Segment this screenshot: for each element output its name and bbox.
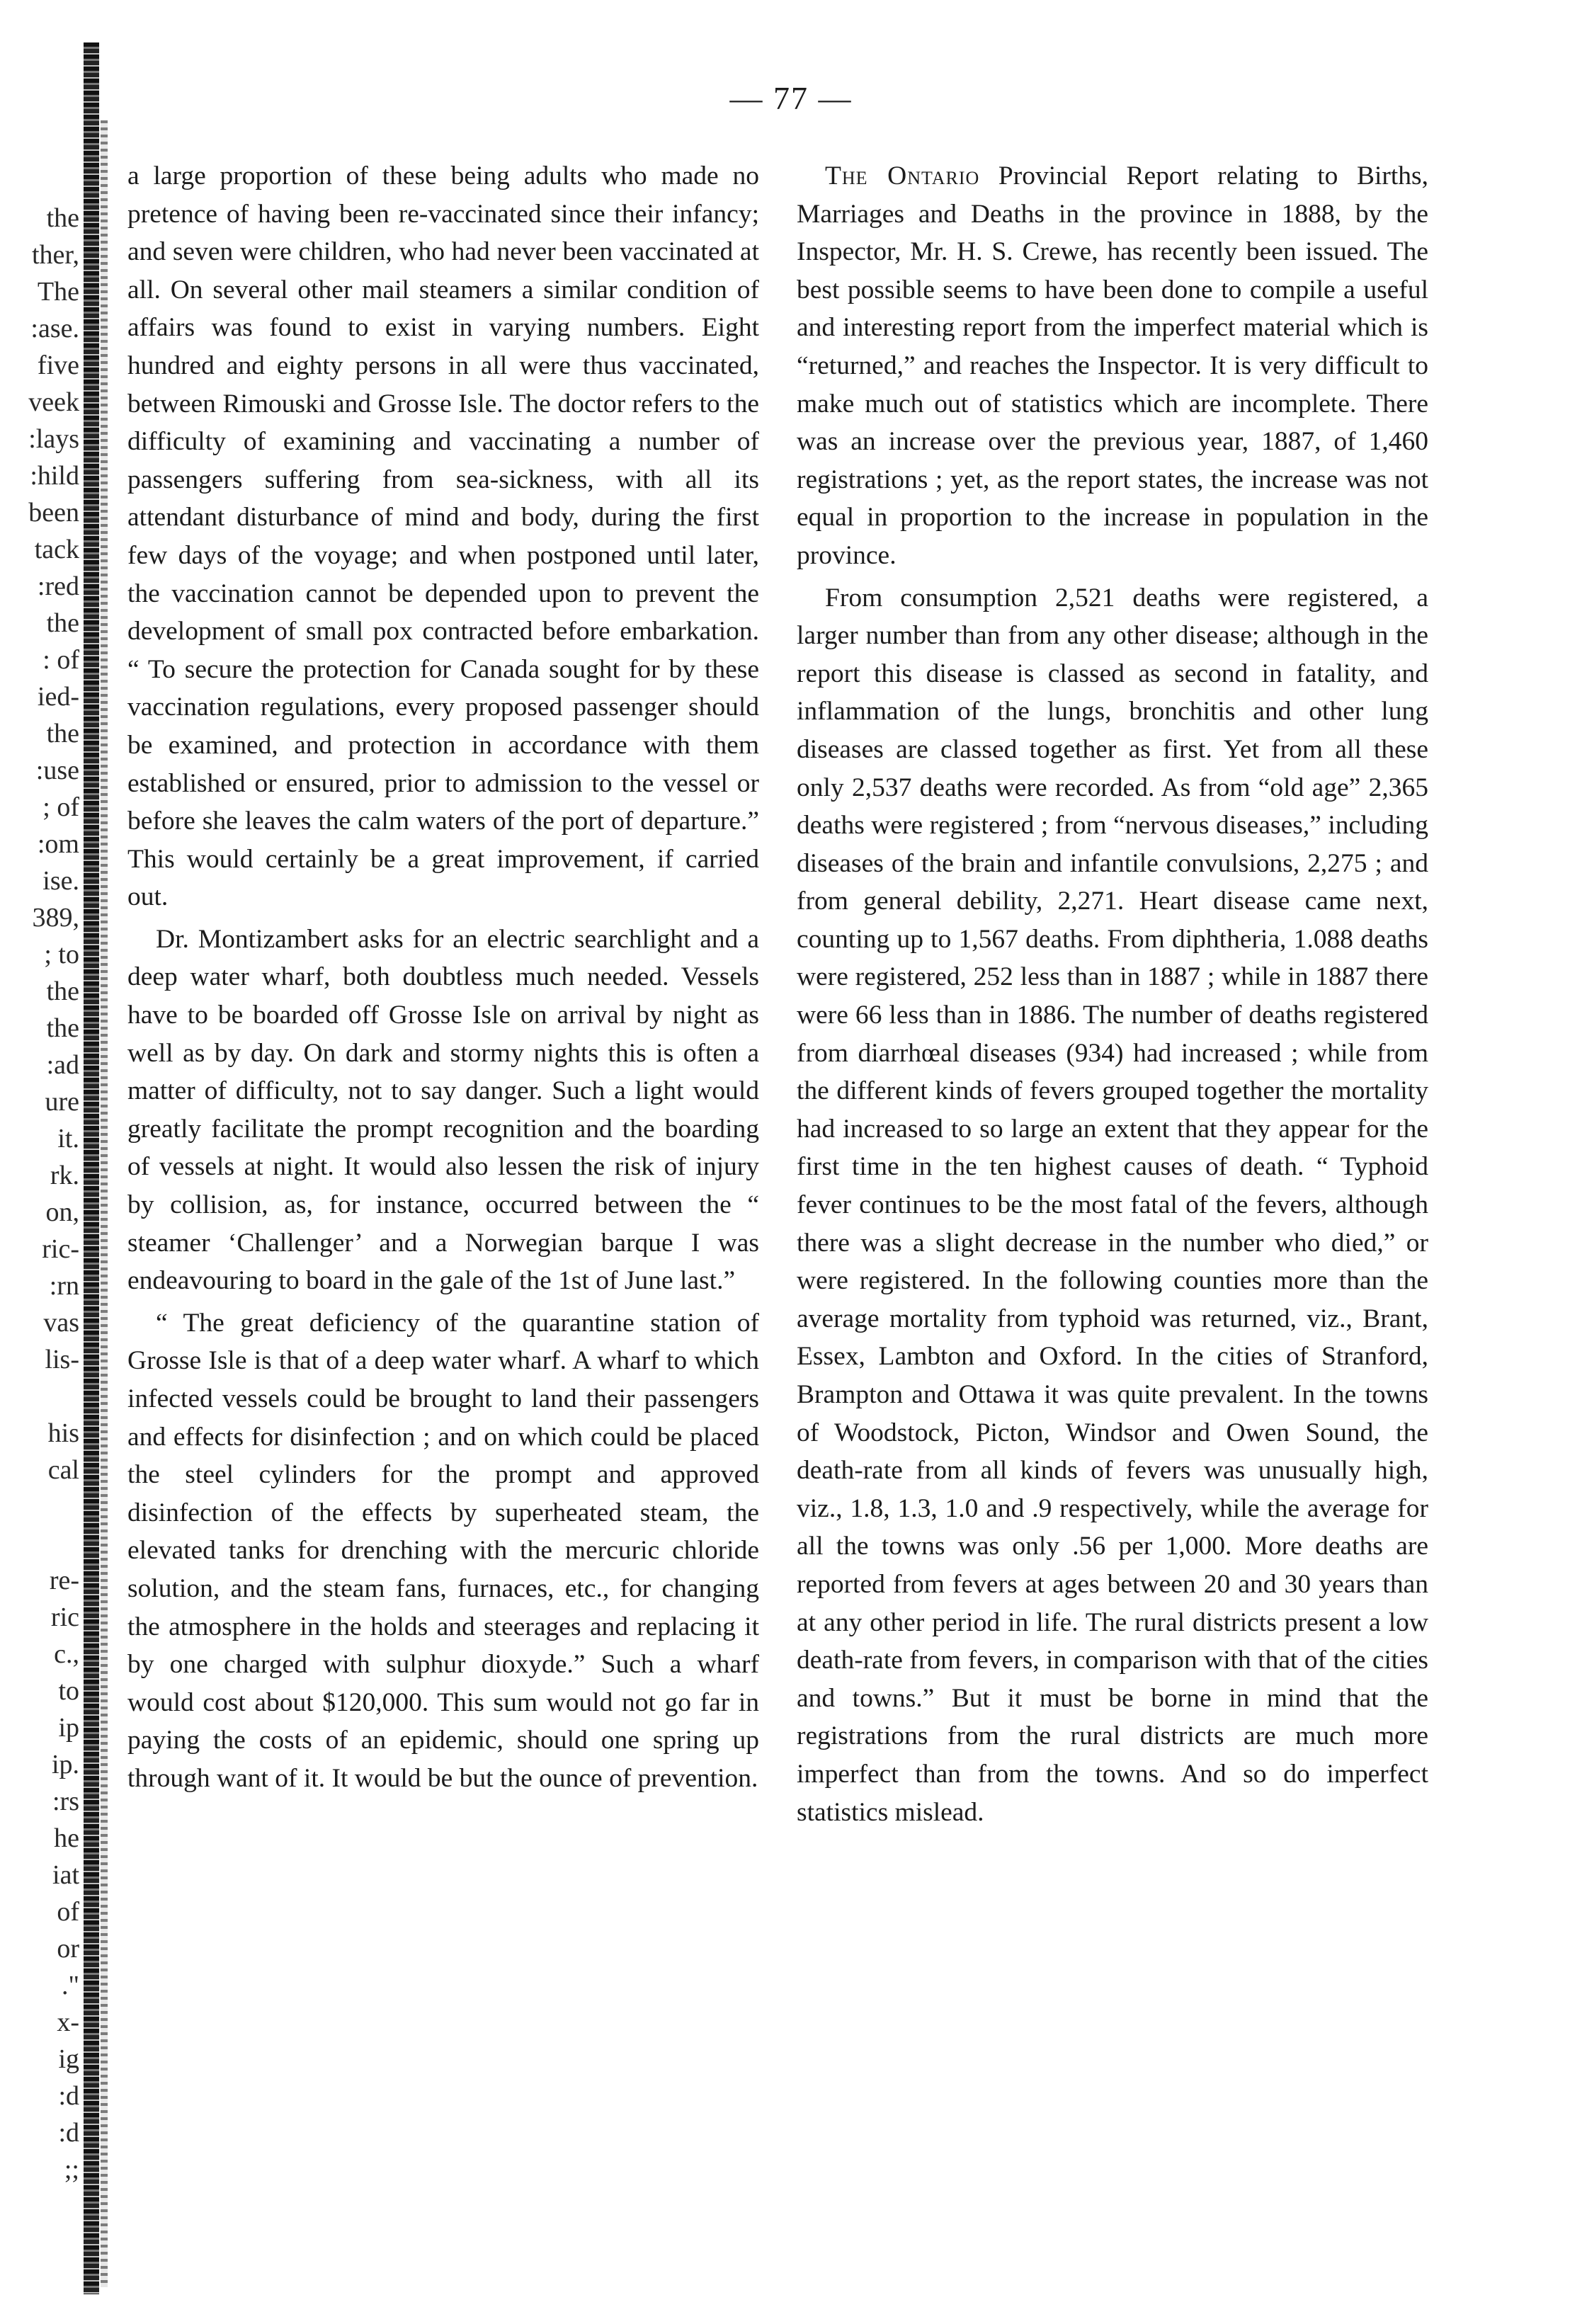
previous-page-fragments: the ther, The :ase. five veek :lays :hild been tack :red the : of ied- the :use ; of :om ise. 389, ; to the the :ad ure it. rk. on, ric- :rn vas lis- his cal re- ric c., to ip ip. :rs he iat of or ." x- ig :d :d ;;: [28, 203, 79, 2185]
page-number: — 77 —: [729, 80, 853, 116]
left-paragraph-1: a large proportion of these being adults who made no pretence of having been re-vaccinated since their infancy; and seven were children, who had never been vaccinated at all. On several other mail steamers a similar condition of affairs was found to exist in varying numbers. Eight hundred and eighty persons in all were thus vaccinated, between Rimouski and Grosse Isle. The doctor refers to the difficulty of examining and vaccinating a number of passengers suffering from sea-sickness, with all its attendant disturbance of mind and body, during the first few days of the voyage; and when postponed until later, the vaccination cannot be depended upon to prevent the development of small pox contracted before embarkation. “ To secure the protection for Canada sought for by these vaccination regulations, every proposed passenger should be examined, and protection in accordance with them established or ensured, prior to admission to the vessel or before she leaves the calm waters of the port of departure.” This would certainly be a great improvement, if carried out.: [127, 161, 759, 912]
right-paragraph-1-text: Provincial Report relating to Births, Marriages and Deaths in the province in 1888, by the Inspector, Mr. H. S. Crewe, has recently been issued. The best possible seems to have been done to compile a useful and interesting report from the imperfect material which is “returned,” and reaches the Inspector. It is very difficult to make much out of statistics which are incomplete. There was an increase over the previous year, 1887, of 1,460 registrations ; yet, as the report states, the increase was not equal in proportion to the increase in population in the province.: [797, 161, 1428, 570]
right-column: [797, 157, 1428, 1831]
right-paragraph-1: [797, 157, 1428, 575]
left-paragraph-3: “ The great deficiency of the quarantine station of Grosse Isle is that of a deep water wharf. A wharf to which infected vessels could be brought to land their passengers and effects for disinfection ; and on which could be placed the steel cylinders for the prompt and approved disinfection of the effects by superheated steam, the elevated tanks for drenching with the mercuric chloride solution, and the steam fans, furnaces, etc., for changing the atmosphere in the holds and steerages and replacing it by one charged with sulphur dioxyde.” Such a wharf would cost about $120,000. This sum would not go far in paying the costs of an epidemic, should one spring up through want of it. It would be but the ounce of prevention.: [127, 1308, 759, 1793]
left-paragraph-2: Dr. Montizambert asks for an electric searchlight and a deep water wharf, both doubtless much needed. Vessels have to be boarded off Grosse Isle on arrival by night as well as by day. On dark and stormy nights this is often a matter of difficulty, not to say danger. Such a light would greatly facilitate the prompt recognition and the boarding of vessels at night. It would also lessen the risk of injury by collision, as, for instance, occurred between the “ steamer ‘Challenger’ and a Norwegian barque I was endeavouring to board in the gale of the 1st of June last.”: [127, 924, 759, 1296]
right-paragraph-2: From consumption 2,521 deaths were registered, a larger number than from any other disease; although in the report this disease is classed as second in fatality, and inflammation of the lungs, bronchitis and other lung diseases are classed together as first. Yet from all these only 2,537 deaths were recorded. As from “old age” 2,365 deaths were registered ; from “nervous diseases,” including diseases of the brain and infantile convulsions, 2,275 ; and from general debility, 2,271. Heart disease came next, counting up to 1,567 deaths. From diphtheria, 1.088 deaths were registered, 252 less than in 1887 ; while in 1887 there were 66 less than in 1886. The number of deaths registered from diarrhœal diseases (934) had increased ; while from the different kinds of fevers grouped together the mortality had increased to so large an extent that they appear for the first time in the ten highest causes of death. “ Typhoid fever continues to be the most fatal of the fevers, although there was a slight decrease in the number who died,” or were registered. In the following counties more than the average mortality from typhoid was returned, viz., Brant, Essex, Lambton and Oxford. In the cities of Stranford, Brampton and Ottawa it was quite prevalent. In the towns of Woodstock, Picton, Windsor and Owen Sound, the death-rate from all kinds of fevers was unusually high, viz., 1.8, 1.3, 1.0 and .9 respectively, while the average for all the towns was only .56 per 1,000. More deaths are reported from fevers at ages between 20 and 30 years than at any other period in life. The rural districts present a low death-rate from fevers, in comparison with that of the cities and towns.” But it must be borne in mind that the registrations from the rural districts are much more imperfect than from the towns. And so do imperfect statistics mislead.: [797, 583, 1428, 1827]
left-column: [127, 157, 759, 1798]
report-title-lead: The Ontario: [825, 161, 980, 190]
binding-gutter: [84, 42, 99, 2294]
binding-gutter-shadow: [101, 120, 108, 2287]
